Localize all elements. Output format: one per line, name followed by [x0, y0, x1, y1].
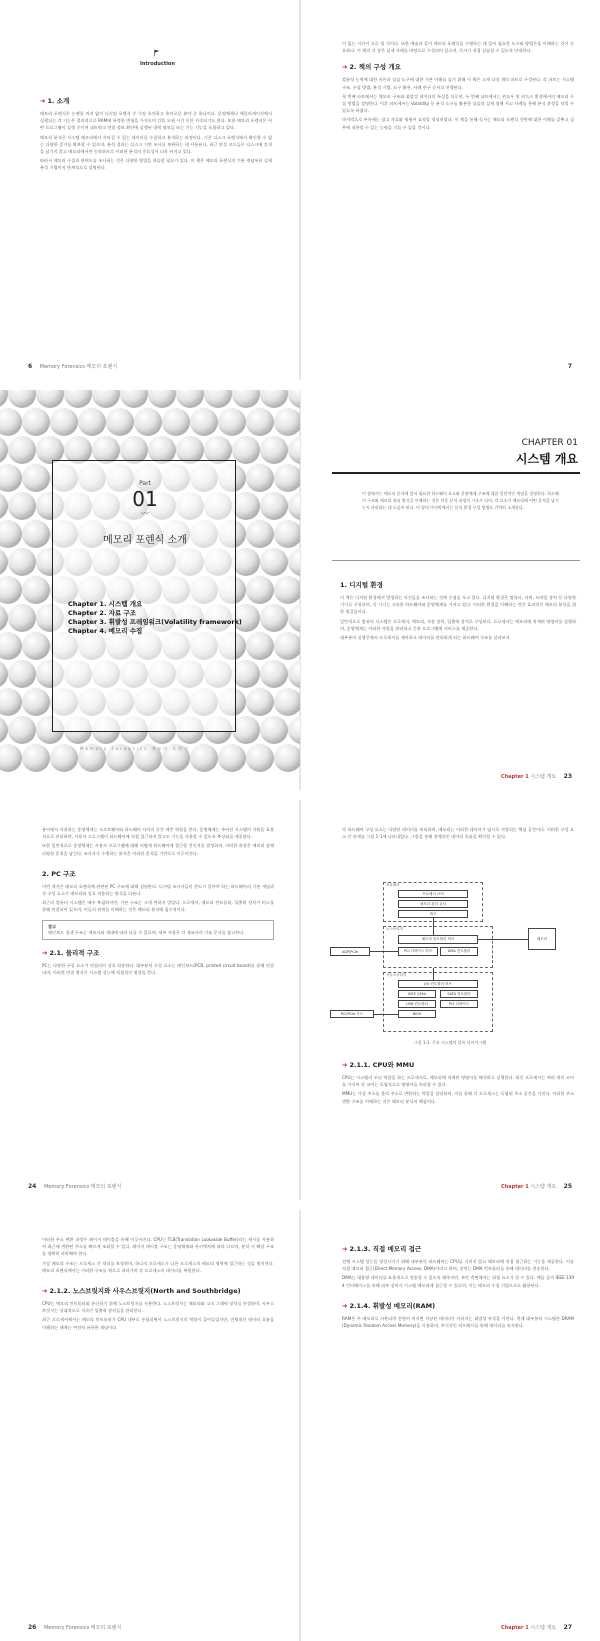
section-heading: ➜ 2. 책의 구성 개요: [342, 63, 401, 72]
sphere-shape: [0, 548, 8, 576]
sphere-shape: [36, 390, 64, 408]
sphere-shape: [260, 436, 288, 464]
folio: Chapter 1 시스템 개요 27: [501, 1624, 572, 1631]
part-footer: Memory Forensics 메모리 포렌식: [80, 746, 190, 751]
io-hub-box: I/O 컨트롤러 허브: [398, 980, 478, 988]
tilde-ornament: 〰: [141, 509, 149, 518]
sphere-shape: [246, 576, 274, 604]
subsection-heading: ➜ 2.1.3. 직접 메모리 접근: [342, 1245, 422, 1253]
arrow-icon: ➜: [342, 1061, 348, 1069]
northbridge-label: 노스브리지: [386, 927, 403, 931]
sata-box: SATA 컨트롤러: [440, 990, 478, 998]
sphere-shape: [22, 408, 50, 436]
sphere-shape: [246, 632, 274, 660]
subsection-heading: ➜ 2.1. 물리적 구조: [42, 948, 100, 957]
page-25: [300, 800, 600, 1200]
folio: 24 Memory Forensics 메모리 포렌식: [28, 1183, 122, 1190]
sphere-shape: [22, 744, 50, 772]
chapter-list-item[interactable]: Chapter 2. 자료 구조: [68, 609, 137, 617]
sphere-shape: [8, 390, 36, 408]
sphere-shape: [288, 436, 300, 464]
note-text: 메인보드 칩셋 구조는 제조사와 세대에 따라 다를 수 있으며, 세부 사항은 각 제조사의 기술 문서를 참고한다.: [48, 929, 245, 935]
dma-box: DMA 컨트롤러: [440, 947, 478, 956]
connector-line: [374, 1014, 398, 1015]
bios-box: BIOS: [398, 1010, 436, 1018]
sphere-shape: [274, 744, 300, 772]
chapter-list: [68, 600, 242, 636]
intro-heading: [140, 42, 175, 67]
mmu-box: 메모리 관리 유닛: [398, 900, 468, 908]
arrow-icon: ➜: [42, 1287, 48, 1296]
connector-line: [478, 939, 528, 940]
sphere-shape: [274, 464, 300, 492]
sphere-shape: [232, 716, 260, 744]
firewire-box: IEEE 1394: [398, 990, 436, 998]
southbridge-label: 사우스브리지: [386, 973, 407, 977]
sphere-shape: [50, 408, 78, 436]
sphere-shape: [78, 408, 106, 436]
page-26: [0, 1210, 300, 1641]
chapter-abstract: 이 장에서는 메모리 분석에 앞서 필요한 하드웨어 요소와 운영체제 구조에 대한 일반적인 개념을 설명한다. 하드웨어 구조와 메모리 관리 방식을 이해하는 것은 이후 분석 과정의 기초가 되며, 각 요소가 메모리에 어떤 흔적을 남기는지 파악하는 데 도움이 된다. 이 장의 마지막에서는 분석 환경 구성 방법도 간략히 소개한다.: [362, 491, 559, 510]
chapter-list-item[interactable]: Chapter 3. 휘발성 프레임워크(Volatility framework): [68, 618, 242, 626]
page-27: [300, 1210, 600, 1641]
sphere-shape: [246, 464, 274, 492]
spread-pages-24-25: [0, 800, 600, 1200]
body-text: 메모리 포렌식은 논쟁할 여지 없이 디지털 포렌식 중 가장 유익하고 흥미로운 분야 중 하나이다. 운영체제나 애플리케이션에서 실행되는 각 기능은 결과적으로 RAM에 특정한 변형을 가져오며 간혹 오랜 시간 동안 지속되기도 한다. 또한 메모리 포렌식은 어떤 프로그램이 실행 중이며 네트워크 연결 정보 확인에 실행된 내역 정보들 또는 기능 기능을 포함하고 있다. 메모리 분석은 시스템 메모리에서 사라질 수 있는 데이터를 수집하고 분석하는 과정이다. 기존 디스크 포렌식에서 확인할 수 없는 다양한 증거를 확보할 수 있으며, 분석 결과는 디스크 기반 조사를 보완하는 데 사용된다. 최근 악성 코드들은 디스크에 흔적을 남기지 않고 메모리에서만 동작하므로 이러한 분석의 중요성이 더욱 커지고 있다. 따라서 메모리 수집과 관련도를 조사하는 것은 다양한 방법을 학습할 필요가 있다. 이 책은 메모리 포렌식의 기본 개념부터 실제 분석 기법까지 단계적으로 설명한다.: [40, 111, 272, 171]
sphere-shape: [246, 744, 274, 772]
sphere-shape: [260, 716, 288, 744]
page-6: [0, 0, 300, 380]
sphere-shape: [50, 744, 78, 772]
page-24: [0, 800, 300, 1200]
sphere-shape: [22, 576, 50, 604]
sphere-shape: [8, 716, 36, 744]
body-text: 컴퓨팅 능력에 대한 이론과 실습 도구에 대한 기본 이해를 돕기 위해 이 책은 크게 다섯 개의 파트로 구성된다. 각 파트는 시스템 구조, 수집 방법, 분석 기법, 도구 활용, 사례 연구 순서로 진행된다. 첫 번째 파트에서는 메모리 구조와 휘발성 데이터의 특성을 다루며, 두 번째 파트에서는 윈도우 및 리눅스 환경에서의 메모리 수집 방법을 설명한다. 이후 파트에서는 Volatility 등 분석 도구를 활용한 실습과 실제 침해 사고 사례를 통해 분석 과정을 익힐 수 있도록 하였다. 마지막으로 부록에는 참고 자료와 명령어 요약을 정리하였다. 이 책을 통해 독자는 메모리 포렌식 전반에 대한 이해를 갖추고 실무에 적용할 수 있는 능력을 기를 수 있을 것이다.: [342, 77, 574, 130]
sphere-shape: [0, 492, 8, 520]
sphere-shape: [22, 520, 50, 548]
sphere-shape: [0, 604, 8, 632]
connector-line: [433, 968, 434, 980]
part-label: Part: [139, 480, 151, 487]
divider: [332, 560, 580, 561]
sphere-shape: [232, 660, 260, 688]
block-diagram: [328, 880, 578, 1035]
sphere-shape: [134, 408, 162, 436]
sphere-shape: [64, 390, 92, 408]
page-7: [300, 0, 600, 380]
subsection-heading: ➜ 2.1.2. 노스브릿지와 사우스브릿지(North and Southbridge): [42, 1287, 241, 1296]
sphere-shape: [288, 604, 300, 632]
subsection-heading: ➜ 2.1.1. CPU와 MMU: [342, 1061, 415, 1069]
chapter-list-item[interactable]: Chapter 1. 시스템 개요: [68, 600, 143, 608]
flag-icon: [153, 49, 161, 57]
section-heading: 1. 디지털 환경: [340, 581, 383, 589]
sphere-shape: [260, 604, 288, 632]
sphere-shape: [0, 632, 22, 660]
sphere-shape: [120, 390, 148, 408]
spread-pages-6-7: [0, 0, 600, 380]
sphere-shape: [246, 520, 274, 548]
sphere-shape: [8, 660, 36, 688]
figure-caption: 그림 1-1. 주요 시스템의 블록 다이어그램: [413, 1040, 487, 1045]
sphere-shape: [0, 716, 8, 744]
pci-hub-box: PCI 디바이스 허브: [398, 947, 438, 956]
chapter-rule: [332, 472, 580, 474]
core-box: 프로세서 코어: [398, 890, 468, 898]
sphere-shape: [274, 576, 300, 604]
sphere-shape: [0, 436, 8, 464]
pci-device-box: PCI 디바이스: [440, 1000, 478, 1008]
sphere-shape: [274, 520, 300, 548]
arrow-icon: ➜: [342, 1245, 348, 1253]
sphere-shape: [8, 604, 36, 632]
agp-box: AGP/PCIe: [330, 947, 370, 956]
body-text: CPU는 메모리 컨트롤러와 통신하기 위해 노스브릿지를 사용한다. 노스브릿지는 메모리와 고속 그래픽 장치를 연결하며, 사우스브릿지는 상대적으로 저속인 입출력 장치들을 관리한다. 최근 프로세서에서는 메모리 컨트롤러가 CPU 내부로 통합되면서 노스브릿지의 역할이 줄어들었지만, 전체적인 데이터 흐름을 이해하는 데에는 여전히 유용한 개념이다.: [42, 1301, 274, 1330]
part-opener-page: [0, 390, 300, 790]
sphere-shape: [288, 390, 300, 408]
memory-box: 메모리: [528, 928, 556, 950]
sphere-shape: [22, 688, 50, 716]
sphere-shape: [232, 436, 260, 464]
arrow-icon: ➜: [342, 1301, 348, 1310]
body-text: RAM은 주 메모리로 사용되며 전원이 꺼지면 저장된 데이터가 사라지는 휘발성 특성을 가진다. 현재 대부분의 시스템은 DRAM(Dynamic Random Access Memory)을 사용하며, 주기적인 리프레시를 통해 데이터를 유지한다.: [342, 1315, 574, 1329]
folio: 6 Memory Forensics 메모리 포렌식: [28, 363, 118, 370]
sphere-shape: [0, 744, 22, 772]
sphere-shape: [218, 408, 246, 436]
body-text: 이번 섹션은 메모리 포렌식에 관련된 PC 구조에 대해 설명한다. 디지털 조사자들이 반드시 알아야 하는 하드웨어의 기본 개념과 각 구성 요소가 메모리와 상호 작용하는 방식을 다룬다. 최근의 컴퓨터 시스템은 매우 복잡하지만, 기본 구조는 크게 변하지 않았다. 프로세서, 메모리 컨트롤러, 입출력 장치가 버스를 통해 연결되어 있으며, 이들의 관계를 이해하는 것은 메모리 분석에 필수적이다.: [42, 883, 274, 913]
arrow-icon: ➜: [342, 63, 348, 72]
body-text: 전체 시스템 성능을 향상시키기 위해 대부분의 하드웨어는 CPU를 거치지 않고 메모리에 직접 접근하는 기능을 제공한다. 이를 직접 메모리 접근(Direct Memory Access, DMA)이라고 하며, 장치는 DMA 컨트롤러를 통해 데이터를 전송한다. DMA는 대용량 데이터를 효율적으로 전송할 수 있도록 해주지만, 보안 측면에서는 위험 요소가 될 수 있다. 예를 들어 IEEE 1394 인터페이스를 통해 외부 장치가 시스템 메모리에 접근할 수 있으며, 이는 메모리 수집 기법으로도 활용된다.: [342, 1259, 574, 1288]
section-heading: ➜ 1. 소개: [40, 97, 70, 105]
chapter-list-item[interactable]: Chapter 4. 메모리 수집: [68, 627, 143, 635]
body-text: 이 책은 디지털 환경에서 발생하는 사건들을 조사하는 것에 중점을 두고 있다. 디지털 환경은 컴퓨터, 서버, 모바일 장치 등 다양한 기기로 구성되며, 각 기기는 고유한 하드웨어와 운영체제를 가지고 있다. 이러한 환경을 이해하는 것은 효과적인 메모리 분석을 위한 첫걸음이다. 일반적으로 컴퓨터 시스템은 프로세서, 메모리, 저장 장치, 입출력 장치로 구성된다. 프로세서는 메모리에 적재된 명령어를 실행하며, 운영체제는 이러한 자원을 관리하고 응용 프로그램에 서비스를 제공한다. 대부분의 실행중에서 프로세서를 제어하고 데이터를 관리하게 되는 하드웨어 구조를 살펴보자.: [340, 595, 576, 641]
cache-box: 캐시: [398, 910, 468, 918]
arrow-icon: ➜: [40, 97, 46, 105]
folio: Chapter 1 시스템 개요 23: [501, 773, 572, 780]
part-title: 메모리 포렌식 소개: [103, 535, 187, 546]
sphere-shape: [190, 408, 218, 436]
sphere-shape: [176, 390, 204, 408]
spread-pages-26-27: [0, 1210, 600, 1641]
sphere-shape: [162, 408, 190, 436]
sphere-shape: [0, 688, 22, 716]
sphere-shape: [246, 408, 274, 436]
arrow-icon: ➜: [42, 948, 48, 957]
sphere-shape: [274, 688, 300, 716]
sphere-shape: [0, 464, 22, 492]
folio: 7: [567, 363, 572, 370]
sphere-shape: [288, 548, 300, 576]
processor-label: 프로세서: [386, 883, 400, 887]
body-text: PC는 다양한 구성 요소가 연결되어 상호 작용한다. 대부분의 구성 요소는 메인보드(PCB, printed circuit board)를 통해 연결되며, 이러한 연결 방식은 시스템 성능에 직접적인 영향을 준다.: [42, 962, 274, 975]
folio: 26 Memory Forensics 메모리 포렌식: [28, 1624, 122, 1631]
sphere-shape: [288, 716, 300, 744]
sphere-shape: [148, 390, 176, 408]
sphere-shape: [92, 390, 120, 408]
memory-controller-box: 메모리 컨트롤러 허브: [398, 935, 478, 944]
sphere-shape: [0, 408, 22, 436]
sphere-shape: [22, 632, 50, 660]
sphere-shape: [288, 660, 300, 688]
intro-title: Introduction: [140, 61, 175, 67]
page-23: [300, 390, 600, 790]
sphere-shape: [190, 744, 218, 772]
sphere-shape: [8, 548, 36, 576]
note-label: 참고: [48, 923, 57, 929]
sphere-shape: [260, 390, 288, 408]
sphere-shape: [260, 492, 288, 520]
sphere-shape: [232, 390, 260, 408]
sphere-shape: [260, 660, 288, 688]
sphere-shape: [274, 632, 300, 660]
sphere-shape: [204, 390, 232, 408]
sphere-shape: [218, 744, 246, 772]
body-text: CPU는 시스템의 두뇌 역할을 하는 프로세서로, 메모리에 적재된 명령어를 해석하고 실행한다. 최신 프로세서는 여러 개의 코어를 가지며 각 코어는 독립적으로 명령어를 처리할 수 있다. MMU는 가상 주소를 물리 주소로 변환하는 역할을 담당하며, 이를 통해 각 프로세스는 독립된 주소 공간을 가진다. 이러한 주소 변환 구조를 이해하는 것은 메모리 분석의 핵심이다.: [342, 1075, 574, 1104]
note-box: [42, 920, 274, 940]
sphere-shape: [8, 436, 36, 464]
sphere-shape: [0, 520, 22, 548]
connector-line: [370, 951, 398, 952]
sphere-shape: [106, 408, 134, 436]
chapter-label: CHAPTER 01: [521, 438, 578, 448]
body-text: 용어에서 사용하는 운영체제는 소프트웨어와 하드웨어 사이의 중간 계층 역할을 한다. 운영체제는 주어진 시스템의 자원을 효율적으로 관리하며, 사용자 프로그램이 하드웨어에 직접 접근하지 않고도 기능을 사용할 수 있도록 추상화를 제공한다. 또한 일반적으로 운영체제는 사용자 프로그램에 대해 어떻게 하드웨어에 접근할 것인지를 결정하며, 이러한 과정은 메모리 상에 다양한 흔적을 남긴다. 조사자가 수행하는 분석은 이러한 흔적을 기반으로 이루어진다.: [42, 827, 274, 856]
spread-pages-22-23: [0, 390, 600, 790]
body-text: 이러한 주소 변환 과정은 페이지 테이블을 통해 이루어진다. CPU는 TLB(Translation Lookaside Buffer)라는 캐시를 사용하여 최근에 변환된 주소를 빠르게 조회할 수 있다. 페이지 테이블 구조는 운영체제와 아키텍처에 따라 다르며, 분석 시 해당 구조를 정확히 파악해야 한다. 가상 메모리 구조는 프로세스 간 격리를 보장하며, 하나의 프로세스가 다른 프로세스의 메모리 영역에 접근하는 것을 방지한다. 메모리 포렌식에서는 이러한 구조를 역으로 따라가며 각 프로세스의 데이터를 복원한다.: [42, 1237, 274, 1273]
pci-card-box: PCI/PCIe 카드: [330, 1010, 374, 1018]
part-number: 01: [132, 487, 158, 511]
usb-box: USB 컨트롤러: [398, 1000, 436, 1008]
sphere-shape: [22, 464, 50, 492]
section-heading: 2. PC 구조: [42, 869, 76, 878]
sphere-shape: [232, 548, 260, 576]
folio: Chapter 1 시스템 개요 25: [501, 1183, 572, 1190]
sphere-shape: [246, 688, 274, 716]
chapter-title: 시스템 개요: [515, 452, 578, 466]
sphere-shape: [8, 492, 36, 520]
sphere-shape: [0, 660, 8, 688]
body-text: 각 하드웨어 구성 요소는 다양한 데이터를 처리하며, 메모리는 이러한 데이터가 임시로 저장되는 핵심 공간이다. 이러한 구성 요소 간 관계를 그림 1-1에 나타내었다. 그림을 통해 전체적인 데이터 흐름을 확인할 수 있다.: [342, 827, 574, 840]
body-text: 이 없는 시간이 오로 될 것이다. 또한 예술과 같이 메모리 포렌식을 수행하는 데 있어 필요한 도구와 방법론을 이해하는 것이 중요하다. 이 책의 각 장은 실제 사례를 바탕으로 구성되어 있으며, 독자가 직접 실습할 수 있도록 안내한다.: [342, 41, 574, 54]
connector-line: [433, 918, 434, 935]
sphere-shape: [0, 576, 22, 604]
sphere-shape: [260, 548, 288, 576]
sphere-shape: [0, 390, 8, 408]
sphere-shape: [274, 408, 300, 436]
subsection-heading: ➜ 2.1.4. 휘발성 메모리(RAM): [342, 1301, 436, 1310]
sphere-shape: [288, 492, 300, 520]
